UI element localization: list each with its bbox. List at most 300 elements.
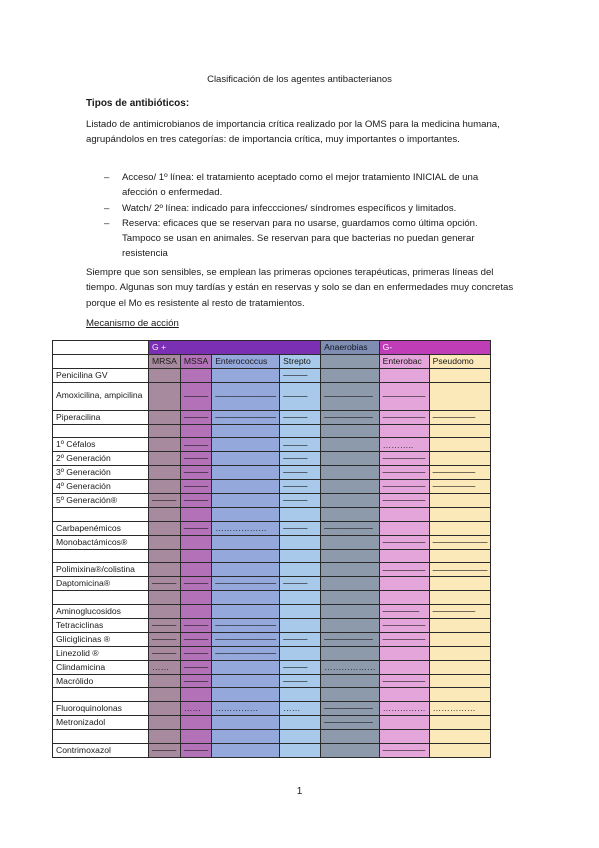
cell-enterobac xyxy=(379,577,429,591)
cell-pseudomo xyxy=(429,535,491,549)
cell-anaerobias xyxy=(321,605,380,619)
cell-enterococcus xyxy=(212,368,280,382)
cell-enterococcus xyxy=(212,466,280,480)
cell-strepto xyxy=(280,730,321,744)
cell-enterococcus xyxy=(212,521,280,535)
row-label: Polimixina®/colistina xyxy=(53,563,149,577)
cell-mrsa xyxy=(149,563,181,577)
column-header-strepto: Strepto xyxy=(280,354,321,368)
heading-mecanismo: Mecanismo de acción xyxy=(86,318,179,329)
cell-mssa xyxy=(180,452,211,466)
cell-anaerobias xyxy=(321,632,380,646)
cell-pseudomo xyxy=(429,730,491,744)
cell-enterococcus xyxy=(212,563,280,577)
cell-pseudomo xyxy=(429,438,491,452)
table-row xyxy=(53,521,491,535)
list-item xyxy=(104,170,514,201)
cell-enterococcus xyxy=(212,549,280,563)
cell-strepto xyxy=(280,480,321,494)
cell-enterococcus xyxy=(212,480,280,494)
row-label: Aminoglucosidos xyxy=(53,605,149,619)
activity-mark: ──── xyxy=(183,390,209,401)
activity-mark: ──── xyxy=(183,467,209,478)
row-label: Clindamicina xyxy=(53,660,149,674)
table-row xyxy=(53,410,491,424)
group-header-gram-positive: G + xyxy=(149,341,321,355)
table-row xyxy=(53,702,491,716)
cell-strepto xyxy=(280,521,321,535)
cell-mssa xyxy=(180,563,211,577)
activity-mark: ──────── xyxy=(324,411,373,422)
activity-mark: ……….. xyxy=(382,439,414,450)
column-header-pseudomo: Pseudomo xyxy=(429,354,491,368)
cell-enterococcus xyxy=(212,424,280,438)
activity-mark: …… xyxy=(183,703,202,714)
table-row xyxy=(53,688,491,702)
activity-mark: ──── xyxy=(183,633,209,644)
list-item xyxy=(104,216,514,262)
cell-mssa xyxy=(180,632,211,646)
cell-strepto xyxy=(280,660,321,674)
cell-pseudomo xyxy=(429,480,491,494)
cell-enterobac xyxy=(379,744,429,758)
cell-strepto xyxy=(280,438,321,452)
cell-enterobac xyxy=(379,632,429,646)
cell-enterococcus xyxy=(212,507,280,521)
cell-mrsa xyxy=(149,452,181,466)
activity-mark: ─────── xyxy=(382,411,426,422)
activity-mark: ──── xyxy=(283,661,308,672)
activity-mark: ──── xyxy=(152,578,177,589)
activity-mark: ──── xyxy=(183,453,209,464)
row-label: 2º Generación xyxy=(53,452,149,466)
activity-mark: ───────── xyxy=(432,536,488,547)
cell-pseudomo xyxy=(429,619,491,633)
cell-mrsa xyxy=(149,466,181,480)
row-label: Contrimoxazol xyxy=(53,744,149,758)
cell-enterobac xyxy=(379,591,429,605)
row-label: Monobactámicos® xyxy=(53,535,149,549)
antibiotic-table xyxy=(52,340,491,758)
cell-strepto xyxy=(280,382,321,410)
cell-mssa xyxy=(180,549,211,563)
activity-mark: ──── xyxy=(283,467,308,478)
cell-mrsa xyxy=(149,480,181,494)
cell-strepto xyxy=(280,466,321,480)
activity-mark: ─────── xyxy=(382,467,426,478)
row-label: Macrólido xyxy=(53,674,149,688)
cell-mssa xyxy=(180,716,211,730)
activity-mark: ─────── xyxy=(382,675,426,686)
activity-mark: ──────── xyxy=(324,633,373,644)
cell-mrsa xyxy=(149,382,181,410)
activity-mark: ……………… xyxy=(215,522,267,533)
cell-enterobac xyxy=(379,605,429,619)
cell-mrsa xyxy=(149,702,181,716)
activity-mark: ──── xyxy=(183,495,209,506)
table-row xyxy=(53,507,491,521)
cell-mssa xyxy=(180,605,211,619)
table-row xyxy=(53,619,491,633)
cell-pseudomo xyxy=(429,577,491,591)
cell-anaerobias xyxy=(321,619,380,633)
activity-mark: ─────── xyxy=(432,411,476,422)
cell-mssa xyxy=(180,521,211,535)
table-row xyxy=(53,646,491,660)
activity-mark: ─────── xyxy=(382,564,426,575)
cell-mssa xyxy=(180,507,211,521)
activity-mark: ────── xyxy=(382,606,420,617)
activity-mark: ──── xyxy=(183,745,209,756)
table-row xyxy=(53,591,491,605)
cell-mssa xyxy=(180,744,211,758)
cell-anaerobias xyxy=(321,744,380,758)
row-label: Daptomicina® xyxy=(53,577,149,591)
cell-strepto xyxy=(280,452,321,466)
cell-strepto xyxy=(280,619,321,633)
cell-anaerobias xyxy=(321,438,380,452)
cell-strepto xyxy=(280,716,321,730)
row-label: 5º Generación® xyxy=(53,494,149,508)
cell-enterococcus xyxy=(212,632,280,646)
activity-mark: ──── xyxy=(283,369,308,380)
cell-anaerobias xyxy=(321,410,380,424)
cell-anaerobias xyxy=(321,591,380,605)
cell-mrsa xyxy=(149,494,181,508)
table-row xyxy=(53,577,491,591)
cell-mrsa xyxy=(149,410,181,424)
activity-mark: ──── xyxy=(152,745,177,756)
activity-mark: ──── xyxy=(283,633,308,644)
activity-mark: …… xyxy=(283,703,301,714)
activity-mark: ──── xyxy=(152,495,177,506)
cell-mrsa xyxy=(149,577,181,591)
cell-pseudomo xyxy=(429,605,491,619)
activity-mark: ──── xyxy=(183,675,209,686)
cell-enterococcus xyxy=(212,494,280,508)
page-number: 1 xyxy=(296,786,303,797)
activity-mark: ──── xyxy=(283,411,308,422)
row-label: Linezolid ® xyxy=(53,646,149,660)
cell-enterobac xyxy=(379,688,429,702)
cell-strepto xyxy=(280,688,321,702)
table-row xyxy=(53,480,491,494)
table-row xyxy=(53,424,491,438)
cell-enterobac xyxy=(379,619,429,633)
row-label: Carbapenémicos xyxy=(53,521,149,535)
cell-strepto xyxy=(280,632,321,646)
activity-mark: ──────── xyxy=(324,717,373,728)
activity-mark: ────────── xyxy=(215,390,277,401)
row-label: Tetraciclinas xyxy=(53,619,149,633)
cell-pseudomo xyxy=(429,563,491,577)
cell-anaerobias xyxy=(321,535,380,549)
cell-mrsa xyxy=(149,521,181,535)
cell-pseudomo xyxy=(429,702,491,716)
row-label: Fluoroquinolonas xyxy=(53,702,149,716)
cell-pseudomo xyxy=(429,688,491,702)
cell-mssa xyxy=(180,438,211,452)
cell-mrsa xyxy=(149,438,181,452)
row-label: Metronizadol xyxy=(53,716,149,730)
table-row xyxy=(53,382,491,410)
cell-pseudomo xyxy=(429,591,491,605)
cell-pseudomo xyxy=(429,382,491,410)
activity-mark: ──── xyxy=(183,439,209,450)
cell-strepto xyxy=(280,424,321,438)
cell-enterococcus xyxy=(212,716,280,730)
activity-mark: ──── xyxy=(283,578,308,589)
cell-mssa xyxy=(180,466,211,480)
cell-mrsa xyxy=(149,368,181,382)
cell-enterobac xyxy=(379,507,429,521)
cell-anaerobias xyxy=(321,368,380,382)
cell-enterobac xyxy=(379,521,429,535)
category-list xyxy=(104,170,514,262)
activity-mark: ──── xyxy=(283,481,308,492)
cell-enterococcus xyxy=(212,730,280,744)
activity-mark: ……………… xyxy=(324,661,376,672)
cell-enterococcus xyxy=(212,535,280,549)
activity-mark: ─────── xyxy=(432,606,476,617)
activity-mark: …………… xyxy=(215,703,259,714)
cell-pseudomo xyxy=(429,744,491,758)
cell-pseudomo xyxy=(429,521,491,535)
cell-enterobac xyxy=(379,382,429,410)
cell-anaerobias xyxy=(321,521,380,535)
table-row xyxy=(53,452,491,466)
cell-anaerobias xyxy=(321,688,380,702)
row-label xyxy=(53,591,149,605)
activity-mark: …… xyxy=(152,661,170,672)
activity-mark: …………… xyxy=(432,703,476,714)
cell-strepto xyxy=(280,674,321,688)
cell-enterococcus xyxy=(212,688,280,702)
cell-strepto xyxy=(280,549,321,563)
activity-mark: ────────── xyxy=(215,578,277,589)
cell-mssa xyxy=(180,674,211,688)
row-label xyxy=(53,730,149,744)
bullet-text: Acceso/ 1º línea: el tratamiento aceptado como el mejor tratamiento INICIAL de una afección o enfermedad. xyxy=(122,172,479,199)
activity-mark: ─────── xyxy=(432,481,476,492)
cell-pseudomo xyxy=(429,452,491,466)
column-header-anaerobias xyxy=(321,354,380,368)
cell-anaerobias xyxy=(321,549,380,563)
table-row xyxy=(53,494,491,508)
cell-pseudomo xyxy=(429,660,491,674)
table-header-blank xyxy=(53,354,149,368)
table-row xyxy=(53,368,491,382)
activity-mark: ─────── xyxy=(432,467,476,478)
row-label: 3º Generación xyxy=(53,466,149,480)
activity-mark: ────────── xyxy=(215,620,277,631)
cell-anaerobias xyxy=(321,660,380,674)
activity-mark: ──────── xyxy=(324,522,373,533)
table-row xyxy=(53,549,491,563)
row-label: Penicilina GV xyxy=(53,368,149,382)
table-row xyxy=(53,605,491,619)
activity-mark: ─────── xyxy=(382,536,426,547)
cell-enterobac xyxy=(379,452,429,466)
cell-mssa xyxy=(180,702,211,716)
cell-mrsa xyxy=(149,716,181,730)
cell-enterococcus xyxy=(212,382,280,410)
table-row xyxy=(53,632,491,646)
cell-enterococcus xyxy=(212,744,280,758)
cell-enterobac xyxy=(379,424,429,438)
cell-mssa xyxy=(180,730,211,744)
table-row xyxy=(53,716,491,730)
table-row xyxy=(53,466,491,480)
cell-strepto xyxy=(280,410,321,424)
column-header-enterococcus: Enterococcus xyxy=(212,354,280,368)
activity-mark: ──── xyxy=(183,661,209,672)
cell-mssa xyxy=(180,660,211,674)
cell-strepto xyxy=(280,535,321,549)
cell-enterobac xyxy=(379,646,429,660)
activity-mark: ──── xyxy=(283,675,308,686)
cell-anaerobias xyxy=(321,424,380,438)
sensitivity-paragraph: Siempre que son sensibles, se emplean las primeras opciones terapéuticas, primeras líneas del tiempo. Algunas son muy tardías y están en reservas y solo se dan en enfermedades muy concretas porque el Mo es resistente al resto de tratamientos. xyxy=(86,267,514,309)
cell-enterobac xyxy=(379,480,429,494)
cell-pseudomo xyxy=(429,368,491,382)
cell-enterobac xyxy=(379,730,429,744)
row-label xyxy=(53,424,149,438)
cell-enterobac xyxy=(379,438,429,452)
activity-mark: ──── xyxy=(183,411,209,422)
activity-mark: ─────── xyxy=(382,453,426,464)
column-header-mssa: MSSA xyxy=(180,354,211,368)
cell-enterococcus xyxy=(212,702,280,716)
table-column-header-row xyxy=(53,354,491,368)
bullet-dash: – xyxy=(104,217,110,229)
cell-mssa xyxy=(180,646,211,660)
cell-enterococcus xyxy=(212,577,280,591)
cell-enterococcus xyxy=(212,605,280,619)
cell-strepto xyxy=(280,494,321,508)
cell-enterococcus xyxy=(212,646,280,660)
cell-strepto xyxy=(280,368,321,382)
activity-mark: ──── xyxy=(183,578,209,589)
table-row xyxy=(53,563,491,577)
cell-pseudomo xyxy=(429,549,491,563)
cell-pseudomo xyxy=(429,646,491,660)
activity-mark: ─────── xyxy=(382,481,426,492)
activity-mark: ─────── xyxy=(382,390,426,401)
cell-strepto xyxy=(280,744,321,758)
cell-pseudomo xyxy=(429,494,491,508)
cell-enterococcus xyxy=(212,619,280,633)
row-label: 1º Céfalos xyxy=(53,438,149,452)
activity-mark: ──── xyxy=(183,620,209,631)
cell-mssa xyxy=(180,577,211,591)
table-row xyxy=(53,438,491,452)
table-row xyxy=(53,535,491,549)
row-label xyxy=(53,507,149,521)
cell-mrsa xyxy=(149,507,181,521)
bullet-text: Watch/ 2º línea: indicado para infeccciones/ síndromes específicos y limitados. xyxy=(122,202,457,214)
activity-mark: ──── xyxy=(283,439,308,450)
cell-strepto xyxy=(280,591,321,605)
activity-mark: ──── xyxy=(283,495,308,506)
cell-pseudomo xyxy=(429,424,491,438)
cell-mrsa xyxy=(149,549,181,563)
activity-mark: ────────── xyxy=(215,633,277,644)
cell-mssa xyxy=(180,619,211,633)
cell-anaerobias xyxy=(321,563,380,577)
activity-mark: ──── xyxy=(183,522,209,533)
cell-mssa xyxy=(180,535,211,549)
row-label xyxy=(53,549,149,563)
row-label: 4º Generación xyxy=(53,480,149,494)
table-group-header-row xyxy=(53,341,491,355)
cell-mrsa xyxy=(149,730,181,744)
table-row xyxy=(53,660,491,674)
cell-mssa xyxy=(180,591,211,605)
activity-mark: ──── xyxy=(152,620,177,631)
cell-strepto xyxy=(280,646,321,660)
activity-mark: ────────── xyxy=(215,411,277,422)
cell-mssa xyxy=(180,368,211,382)
cell-mssa xyxy=(180,688,211,702)
cell-enterobac xyxy=(379,466,429,480)
cell-anaerobias xyxy=(321,466,380,480)
cell-pseudomo xyxy=(429,507,491,521)
cell-anaerobias xyxy=(321,452,380,466)
cell-anaerobias xyxy=(321,577,380,591)
bullet-dash: – xyxy=(104,172,110,183)
activity-mark: ─────── xyxy=(382,620,426,631)
cell-anaerobias xyxy=(321,480,380,494)
list-item xyxy=(104,201,514,216)
cell-strepto xyxy=(280,577,321,591)
activity-mark: ──────── xyxy=(324,703,373,714)
table-corner-cell xyxy=(53,341,149,355)
cell-mrsa xyxy=(149,674,181,688)
intro-paragraph: Listado de antimicrobianos de importancia crítica realizado por la OMS para la medicina humana, agrupándolos en tres categorías: de importancia crítica, muy importantes o importantes. xyxy=(86,119,500,146)
cell-anaerobias xyxy=(321,716,380,730)
cell-enterobac xyxy=(379,535,429,549)
cell-enterococcus xyxy=(212,660,280,674)
column-header-mrsa: MRSA xyxy=(149,354,181,368)
cell-mssa xyxy=(180,494,211,508)
cell-anaerobias xyxy=(321,494,380,508)
cell-anaerobias xyxy=(321,382,380,410)
table-row xyxy=(53,744,491,758)
row-label: Piperacilina xyxy=(53,410,149,424)
cell-enterobac xyxy=(379,702,429,716)
activity-mark: …………… xyxy=(382,703,426,714)
cell-anaerobias xyxy=(321,730,380,744)
cell-enterobac xyxy=(379,716,429,730)
cell-mrsa xyxy=(149,619,181,633)
cell-enterobac xyxy=(379,410,429,424)
row-label: Amoxicilina, ampicilina xyxy=(53,382,149,410)
table-row xyxy=(53,674,491,688)
cell-mrsa xyxy=(149,688,181,702)
cell-mssa xyxy=(180,424,211,438)
row-label xyxy=(53,688,149,702)
cell-strepto xyxy=(280,563,321,577)
cell-strepto xyxy=(280,507,321,521)
cell-anaerobias xyxy=(321,646,380,660)
activity-mark: ──── xyxy=(283,522,308,533)
cell-mrsa xyxy=(149,632,181,646)
activity-mark: ─────── xyxy=(382,633,426,644)
cell-enterococcus xyxy=(212,410,280,424)
activity-mark: ──── xyxy=(283,453,308,464)
cell-mrsa xyxy=(149,660,181,674)
